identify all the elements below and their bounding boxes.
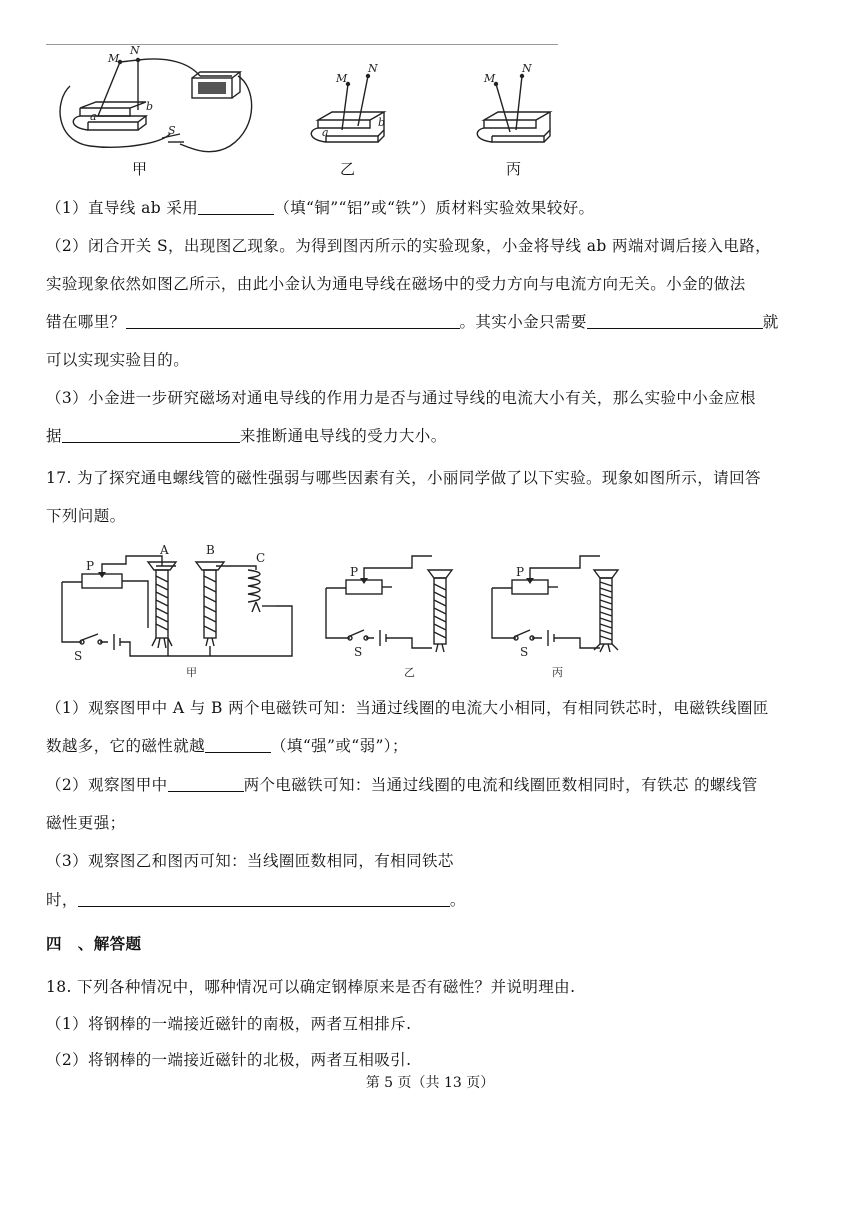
q17-part3-line1: （3）观察图乙和图丙可知：当线圈匝数相同，有相同铁芯	[46, 852, 454, 870]
q16-part3-line2	[46, 426, 816, 446]
fig16-caption-bing: 丙	[506, 160, 522, 178]
figure-q16	[50, 46, 570, 182]
q16-part2-line2: 实验现象依然如图乙所示，由此小金认为通电导线在磁场中的受力方向与电流方向无关。小金的做法	[46, 275, 746, 293]
q16-p1-text-a: （1）直导线 ab 采用	[46, 199, 199, 217]
q17-p1-text-a: 数越多，它的磁性就越	[46, 737, 206, 755]
q18-case2: （2）将钢棒的一端接近磁针的北极，两者互相吸引.	[46, 1051, 412, 1069]
q17-part2-line2: 磁性更强；	[46, 814, 126, 832]
q16-p2-blank-2[interactable]	[587, 312, 763, 329]
q17-p1-text-b: （填“强”或“弱”）；	[271, 737, 408, 755]
figure-q17	[52, 542, 642, 682]
fig16-label-a: a	[90, 110, 97, 123]
fig16-label-m: M	[108, 52, 120, 65]
q16-p3-text-b: 来推断通电导线的受力大小。	[239, 427, 447, 445]
q17-p2-blank[interactable]	[168, 775, 244, 792]
q17-p1-blank[interactable]	[205, 736, 271, 753]
q17-p2-text-b: 两个电磁铁可知：当通过线圈的电流和线圈匝数相同时，有铁芯 的螺线管	[243, 776, 758, 794]
fig17-caption-jia: 甲	[186, 666, 197, 679]
fig17-yi-label-p: P	[350, 565, 359, 579]
figure-q17-svg	[52, 542, 642, 682]
q17-part1-line2	[46, 736, 816, 756]
q17-p2-text-a: （2）观察图甲中	[46, 776, 168, 794]
q16-p2-text-c: 就	[762, 313, 779, 331]
q16-part2-line1: （2）闭合开关 S，出现图乙现象。为得到图丙所示的实验现象，小金将导线 ab 两端对调后接入电路，	[46, 237, 772, 255]
fig17-label-c: C	[256, 551, 266, 565]
fig17-label-s: S	[74, 649, 83, 663]
fig17-label-a: A	[160, 543, 169, 557]
q17-stem-line1: 17. 为了探究通电螺线管的磁性强弱与哪些因素有关，小丽同学做了以下实验。现象如图所示，请回答	[46, 469, 761, 487]
fig16-caption-yi: 乙	[340, 160, 356, 178]
q16-p1-blank[interactable]	[198, 198, 274, 215]
section-title: 四 、解答题	[46, 935, 142, 953]
fig16-yi-label-m: M	[336, 72, 348, 85]
fig16-label-n: N	[130, 46, 140, 57]
q17-p3-blank[interactable]	[78, 890, 450, 907]
q16-p1-text-b: （填“铜”“铝”或“铁”）质材料实验效果较好。	[274, 199, 595, 217]
q17-part3-line2	[46, 890, 816, 910]
fig16-bing-label-n: N	[522, 62, 532, 75]
q18-case1: （1）将钢棒的一端接近磁针的南极，两者互相排斥.	[46, 1015, 412, 1033]
fig16-yi-label-b: b	[378, 116, 386, 129]
q16-p2-text-b: 。其实小金只需要	[459, 313, 587, 331]
q16-p2-text-a: 错在哪里？	[46, 313, 126, 331]
fig17-bing-label-s: S	[520, 645, 529, 659]
q17-stem-line2: 下列问题。	[46, 507, 126, 525]
fig16-caption-jia: 甲	[132, 160, 148, 178]
q16-part3-line1: （3）小金进一步研究磁场对通电导线的作用力是否与通过导线的电流大小有关，那么实验中小金应根	[46, 389, 756, 407]
q16-p3-text-a: 据	[46, 427, 62, 445]
fig17-caption-yi: 乙	[404, 666, 415, 679]
q17-part1-line1: （1）观察图甲中 A 与 B 两个电磁铁可知：当通过线圈的电流大小相同，有相同铁芯时，电磁铁线圈匝	[46, 699, 769, 717]
header-rule	[46, 44, 558, 45]
fig17-label-b: B	[206, 543, 215, 557]
fig16-bing-label-m: M	[484, 72, 496, 85]
q18-stem: 18. 下列各种情况中，哪种情况可以确定钢棒原来是否有磁性？并说明理由.	[46, 978, 576, 996]
q17-part2-line1	[46, 775, 816, 795]
fig16-yi-label-a: a	[322, 126, 329, 139]
fig16-label-s: S	[168, 124, 176, 137]
figure-q16-svg	[50, 46, 570, 182]
q17-p3-text-b: 。	[449, 891, 466, 909]
fig17-label-p: P	[86, 559, 95, 573]
fig17-bing-label-p: P	[516, 565, 525, 579]
q16-part2-line4: 可以实现实验目的。	[46, 351, 190, 369]
fig17-caption-bing: 丙	[552, 666, 563, 679]
q17-p3-text-a: 时，	[46, 891, 78, 909]
q16-p2-blank-1[interactable]	[126, 312, 460, 329]
q16-part1	[46, 198, 816, 218]
q16-p3-blank[interactable]	[62, 426, 240, 443]
fig16-label-b: b	[146, 100, 154, 113]
q16-part2-line3	[46, 312, 816, 332]
fig16-yi-label-n: N	[368, 62, 378, 75]
page-footer: 第 5 页（共 13 页）	[365, 1075, 495, 1091]
fig17-yi-label-s: S	[354, 645, 363, 659]
